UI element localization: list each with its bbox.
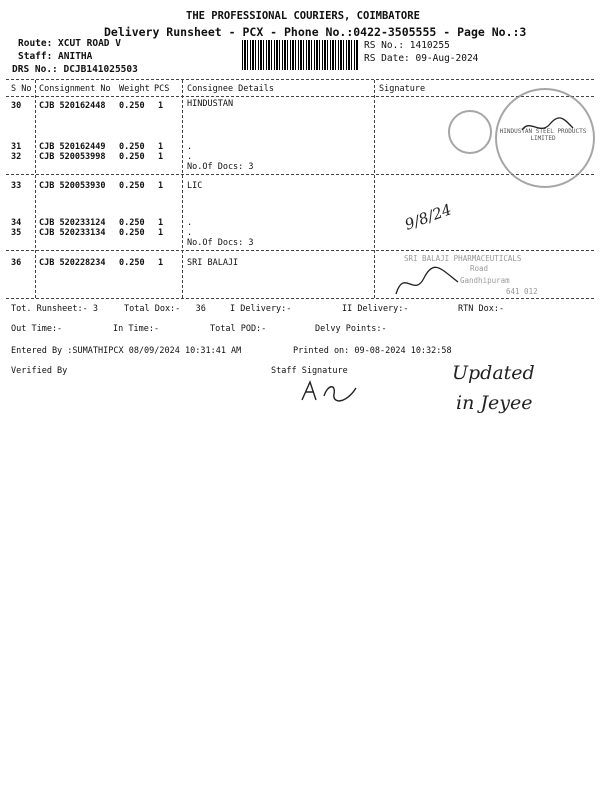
table-row-cons: CJB 520228234 xyxy=(39,258,106,268)
table-row-sno: 35 xyxy=(11,228,22,238)
table-row-wt: 0.250 xyxy=(119,142,145,152)
rs-date: RS Date: 09-Aug-2024 xyxy=(364,53,479,64)
handwritten-note: Updated xyxy=(452,362,535,384)
pharma-stamp-line: 641 012 xyxy=(506,287,538,296)
table-row-details: SRI BALAJI xyxy=(187,258,239,268)
divider xyxy=(6,250,594,251)
tot-runsheet: Tot. Runsheet:- 3 xyxy=(11,304,98,314)
table-row-wt: 0.250 xyxy=(119,228,145,238)
col-details: Consignee Details xyxy=(187,84,274,94)
table-row-pcs: 1 xyxy=(158,228,164,238)
table-row-details: HINDUSTAN xyxy=(187,99,234,109)
col-rule xyxy=(182,80,183,298)
printed-on: Printed on: 09-08-2024 10:32:58 xyxy=(293,346,452,356)
table-row-wt: 0.250 xyxy=(119,258,145,268)
entered-by: Entered By :SUMATHIPCX 08/09/2024 10:31:41 AM xyxy=(11,346,242,356)
handwritten-date: 9/8/24 xyxy=(402,200,454,234)
route: Route: XCUT ROAD V xyxy=(18,38,121,49)
signature-scribble xyxy=(520,116,575,138)
col-rule xyxy=(374,80,375,298)
divider xyxy=(6,96,594,97)
table-row-sno: 34 xyxy=(11,218,22,228)
table-row-details: . xyxy=(187,218,193,228)
out-time: Out Time:- xyxy=(11,324,63,334)
docs-count: No.Of Docs: 3 xyxy=(187,238,254,248)
table-row-sno: 32 xyxy=(11,152,22,162)
signature-scribble xyxy=(392,264,462,300)
divider xyxy=(6,298,594,299)
steel-stamp-text: HINDUSTAN STEEL PRODUCTS LIMITED xyxy=(499,128,587,142)
barcode xyxy=(242,40,358,70)
table-row-cons: CJB 520162448 xyxy=(39,101,106,111)
table-row-cons: CJB 520233134 xyxy=(39,228,106,238)
table-row-sno: 31 xyxy=(11,142,22,152)
col-weight: Weight xyxy=(119,84,150,94)
staff: Staff: ANITHA xyxy=(18,51,93,62)
table-row-cons: CJB 520053998 xyxy=(39,152,106,162)
table-row-sno: 30 xyxy=(11,101,22,111)
divider xyxy=(6,174,594,175)
table-row-cons: CJB 520053930 xyxy=(39,181,106,191)
staff-signature-scribble xyxy=(298,376,360,408)
table-row-details: . xyxy=(187,142,193,152)
table-row-wt: 0.250 xyxy=(119,101,145,111)
total-pod: Total POD:- xyxy=(210,324,267,334)
table-row-wt: 0.250 xyxy=(119,152,145,162)
pharma-stamp-line: Road xyxy=(470,264,489,273)
seal-stamp xyxy=(448,110,492,154)
table-row-pcs: 1 xyxy=(158,101,164,111)
drs-number: DRS No.: DCJB141025503 xyxy=(12,64,138,75)
total-dox: Total Dox:- 36 xyxy=(124,304,206,314)
table-row-pcs: 1 xyxy=(158,152,164,162)
table-row-pcs: 1 xyxy=(158,218,164,228)
in-time: In Time:- xyxy=(113,324,160,334)
docs-count: No.Of Docs: 3 xyxy=(187,162,254,172)
ii-delivery: II Delivery:- xyxy=(342,304,409,314)
verified-by: Verified By xyxy=(11,366,68,376)
company-name: THE PROFESSIONAL COURIERS, COIMBATORE xyxy=(186,10,420,22)
table-row-cons: CJB 520233124 xyxy=(39,218,106,228)
table-row-sno: 36 xyxy=(11,258,22,268)
col-pcs: PCS xyxy=(154,84,170,94)
table-row-pcs: 1 xyxy=(158,258,164,268)
rs-number: RS No.: 1410255 xyxy=(364,40,450,51)
table-row-details: LIC xyxy=(187,181,203,191)
col-sno: S No xyxy=(11,84,32,94)
table-row-details: . xyxy=(187,228,193,238)
delvy-points: Delvy Points:- xyxy=(315,324,387,334)
divider xyxy=(6,79,594,80)
table-row-wt: 0.250 xyxy=(119,218,145,228)
table-row-pcs: 1 xyxy=(158,142,164,152)
staff-signature: Staff Signature xyxy=(271,366,348,376)
table-row-details: . xyxy=(187,152,193,162)
table-row-wt: 0.250 xyxy=(119,181,145,191)
pharma-stamp-name: SRI BALAJI PHARMACEUTICALS xyxy=(404,254,522,263)
handwritten-note: in Jeyee xyxy=(456,392,533,414)
table-row-pcs: 1 xyxy=(158,181,164,191)
rtn-dox: RTN Dox:- xyxy=(458,304,505,314)
table-row-cons: CJB 520162449 xyxy=(39,142,106,152)
col-consignment: Consignment No xyxy=(39,84,111,94)
runsheet-title: Delivery Runsheet - PCX - Phone No.:0422-3505555 - Page No.:3 xyxy=(104,25,527,39)
col-signature: Signature xyxy=(379,84,426,94)
table-row-sno: 33 xyxy=(11,181,22,191)
pharma-stamp-line: Gandhipuram xyxy=(460,276,510,285)
i-delivery: I Delivery:- xyxy=(230,304,292,314)
col-rule xyxy=(35,80,36,298)
